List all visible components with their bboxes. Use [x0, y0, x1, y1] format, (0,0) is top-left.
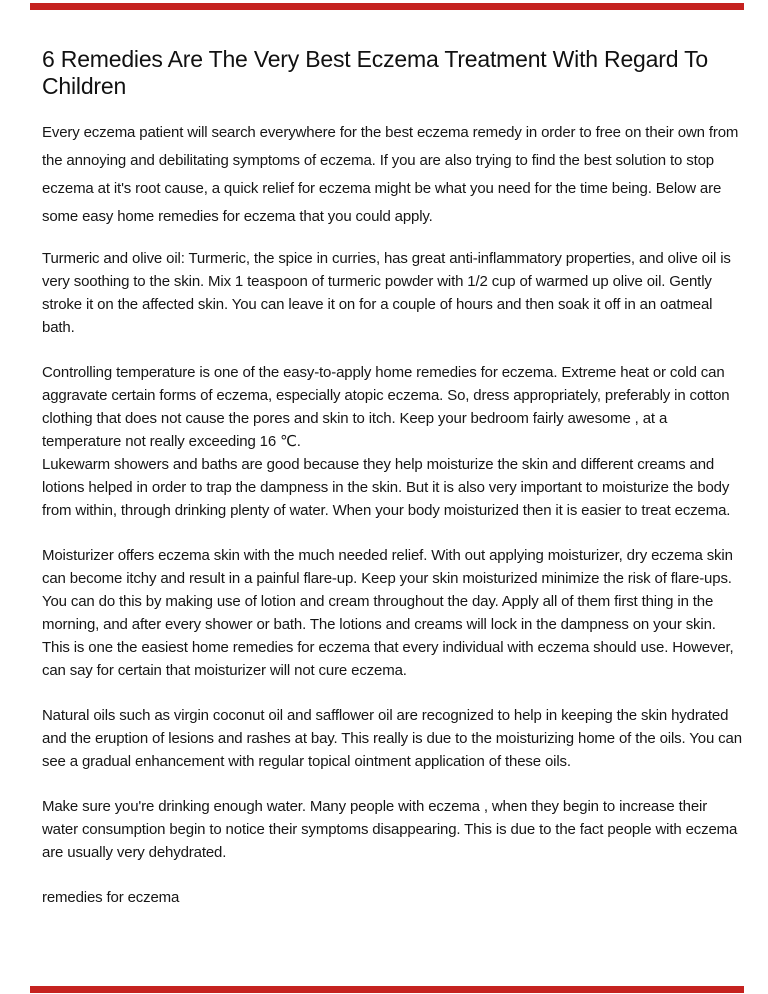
paragraph-temperature: Controlling temperature is one of the easy-to-apply home remedies for eczema. Extreme heat or cold can aggravate certain forms of eczema, especially atopic eczema. So, dress appropriately, preferably in cotton clothing that does not cause the pores and skin to itch. Keep your bedroom fairly awesome , at a temperature not really exceeding 16 ℃. — [42, 364, 730, 450]
footer-keyword: remedies for eczema — [42, 889, 180, 906]
paragraph-natural-oils: Natural oils such as virgin coconut oil and safflower oil are recognized to help in keeping the skin hydrated and the eruption of lesions and rashes at bay. This really is due to the moisturizing home of the oils. You can see a gradual enhancement with regular topical ointment application of these oils. — [42, 707, 742, 770]
paragraph-moisturizer: Moisturizer offers eczema skin with the much needed relief. With out applying moisturizer, dry eczema skin can become itchy and result in a painful flare-up. Keep your skin moisturized minimize the risk of flare-ups. You can do this by making use of lotion and cream throughout the day. Apply all of them first thing in the morning, and after every shower or bath. The lotions and creams will lock in the dampness on your skin. This is one the easiest home remedies for eczema that every individual with eczema should use. However, can say for certain that moisturizer will not cure eczema. — [42, 547, 734, 679]
paragraph-turmeric: Turmeric and olive oil: Turmeric, the spice in curries, has great anti-inflammatory properties, and olive oil is very soothing to the skin. Mix 1 teaspoon of turmeric powder with 1/2 cup of warmed up olive oil. Gently stroke it on the affected skin. You can leave it on for a couple of hours and then soak it off in an oatmeal bath. — [42, 250, 731, 336]
document-content — [42, 46, 742, 909]
paragraph-lukewarm-showers: Lukewarm showers and baths are good because they help moisturize the skin and different creams and lotions helped in order to trap the dampness in the skin. But it is also very important to moisturize the body from within, through drinking plenty of water. When your body moisturized then it is easier to treat eczema. — [42, 456, 731, 519]
page-title: 6 Remedies Are The Very Best Eczema Treatment With Regard To Children — [42, 46, 708, 99]
bottom-red-rule — [30, 986, 744, 993]
top-red-rule — [30, 3, 744, 10]
paragraph-intro: Every eczema patient will search everywhere for the best eczema remedy in order to free on their own from the annoying and debilitating symptoms of eczema. If you are also trying to find the best solution to stop eczema at it's root cause, a quick relief for eczema might be what you need for the time being. Below are some easy home remedies for eczema that you could apply. — [42, 124, 739, 225]
paragraph-drinking-water: Make sure you're drinking enough water. Many people with eczema , when they begin to increase their water consumption begin to notice their symptoms disappearing. This is due to the fact people with eczema are usually very dehydrated. — [42, 798, 738, 861]
